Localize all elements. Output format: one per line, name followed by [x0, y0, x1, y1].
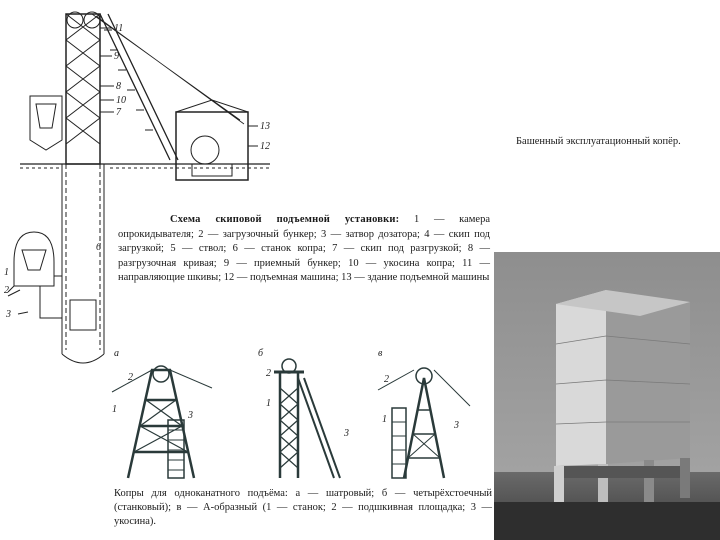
photo-caption: Башенный эксплуатационный копёр. — [516, 136, 681, 147]
scheme-caption-title: Схема скиповой подъемной установки: — [170, 214, 400, 225]
tower-headframe-photo — [494, 252, 720, 540]
scheme-label-2: 2 — [4, 285, 9, 296]
frame-c-label-3: 3 — [454, 420, 459, 431]
frame-letter-b: б — [258, 348, 264, 359]
frames-caption: Копры для одноканатного подъёма: а — шатровый; б — четырёхстоечный (станковый); в — А-образный (1 — станок; 2 — подшкивная площадка; 3 — укосина). — [114, 488, 492, 527]
headframe-types-drawing — [108, 348, 488, 498]
frame-letter-a: а — [114, 348, 119, 359]
frame-b-label-1: 1 — [266, 398, 271, 409]
scheme-label-7: 7 — [116, 107, 121, 118]
frame-b-label-2: 2 — [266, 368, 271, 379]
scheme-label-3: 3 — [6, 309, 11, 320]
scheme-caption — [118, 213, 490, 286]
scheme-label-13: 13 — [260, 121, 270, 132]
scheme-label-6: 6 — [96, 242, 101, 253]
frame-a-label-3: 3 — [188, 410, 193, 421]
frame-c-label-2: 2 — [384, 374, 389, 385]
frame-c-label-1: 1 — [382, 414, 387, 425]
scheme-label-8: 8 — [116, 81, 121, 92]
frame-a-label-1: 1 — [112, 404, 117, 415]
scheme-caption-body: 1 — камера опрокидывателя; 2 — загрузочный бункер; 3 — затвор дозатора; 4 — скип под загрузкой; 5 — ствол; 6 — станок копра; 7 — скип под разгрузкой; 8 — разгрузочная кривая; 9 — приемный бункер; 10 — укосина копра; 11 — направляющие шкивы; 12 — подъемная машина; 13 — здание подъемной машины — [118, 214, 490, 284]
scheme-label-12: 12 — [260, 141, 270, 152]
frame-letter-v: в — [378, 348, 383, 359]
scheme-label-1: 1 — [4, 267, 9, 278]
scheme-label-10: 10 — [116, 95, 126, 106]
frame-a-label-2: 2 — [128, 372, 133, 383]
frame-b-label-3: 3 — [344, 428, 349, 439]
scheme-label-9: 9 — [114, 51, 119, 62]
scheme-label-11: 11 — [114, 23, 124, 34]
